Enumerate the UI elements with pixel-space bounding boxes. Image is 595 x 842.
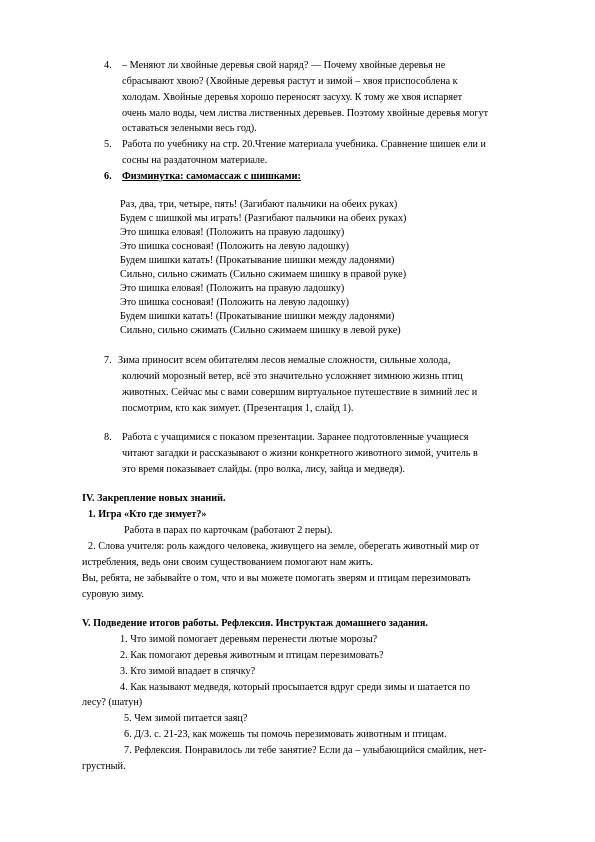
item-5-line: сосны на раздаточном материале. xyxy=(122,155,268,166)
poem-line: Сильно, сильно сжимать (Сильно сжимаем шишку в левой руке) xyxy=(120,325,401,336)
poem-line: Будем с шишкой мы играть! (Разгибают пальчики на обеих руках) xyxy=(120,213,407,224)
reflection-line: 7. Рефлексия. Понравилось ли тебе занятие? Если да – улыбающийся смайлик, нет- xyxy=(124,745,487,756)
item-5-line: Работа по учебнику на стр. 20.Чтение материала учебника. Сравнение шишек ели и xyxy=(122,139,486,150)
item-7-line: Зима приносит всем обитателям лесов немалые сложности, сильные холода, xyxy=(118,355,451,366)
question-2: 2. Как помогают деревья животным и птицам перезимовать? xyxy=(120,650,384,661)
poem-line: Будем шишки катать! (Прокатывание шишки между ладонями) xyxy=(120,255,395,266)
item-8-line: это время показывает слайды. (про волка, лису, зайца и медведя). xyxy=(122,464,405,475)
pairs-work: Работа в парах по карточкам (работают 2 перы). xyxy=(124,525,333,536)
question-5: 5. Чем зимой питается заяц? xyxy=(124,713,248,724)
item-5-number: 5. xyxy=(104,139,112,150)
homework: 6. Д/З. с. 21-23, как можешь ты помочь перезимовать животным и птицам. xyxy=(124,729,447,740)
teacher-words-line: истребления, ведь они своим существованием помогают нам жить. xyxy=(82,557,373,568)
item-4-line: – Меняют ли хвойные деревья свой наряд? — Почему хвойные деревья не xyxy=(122,60,446,71)
item-4-line: оставаться зелеными весь год). xyxy=(122,123,257,134)
section-4-heading: IV. Закрепление новых знаний. xyxy=(82,493,226,504)
question-4-line: лесу? (шатун) xyxy=(82,697,143,708)
question-1: 1. Что зимой помогает деревьям перенести лютые морозы? xyxy=(120,634,378,645)
item-7-line: колючий морозный ветер, всё это значительно усложняет зимнюю жизнь птиц xyxy=(122,371,463,382)
question-4-line: 4. Как называют медведя, который просыпается вдруг среди зимы и шатается по xyxy=(120,682,470,693)
item-4-line: холодам. Хвойные деревья хорошо переносят засуху. К тому же хвоя испаряет xyxy=(122,92,463,103)
item-4-line: очень мало воды, чем листва лиственных деревьев. Поэтому хвойные деревья могут xyxy=(122,108,489,119)
item-4-number: 4. xyxy=(104,60,112,71)
item-4-line: сбрасывают хвою? (Хвойные деревья растут и зимой – хвоя приспособлена к xyxy=(122,76,458,87)
item-8-line: Работа с учащимися с показом презентации. Заранее подготовленные учащиеся xyxy=(122,432,469,443)
question-3: 3. Кто зимой впадает в спячку? xyxy=(120,666,256,677)
poem-line: Это шишка сосновая! (Положить на левую ладошку) xyxy=(120,297,350,308)
item-8-number: 8. xyxy=(104,432,112,443)
fizminutka-title: Физминутка: самомассаж с шишками: xyxy=(122,171,301,182)
poem-line: Это шишка сосновая! (Положить на левую ладошку) xyxy=(120,241,350,252)
section-5-heading: V. Подведение итогов работы. Рефлексия. Инструктаж домашнего задания. xyxy=(82,618,428,629)
poem-line: Будем шишки катать! (Прокатывание шишки между ладонями) xyxy=(120,311,395,322)
item-6-number: 6. xyxy=(104,171,112,182)
item-7-line: посмотрим, кто как зимует. (Презентация 1, слайд 1). xyxy=(122,403,354,414)
kids-note-line: Вы, ребята, не забывайте о том, что и вы можете помогать зверям и птицам перезимовать xyxy=(82,573,471,584)
poem-line: Это шишка еловая! (Положить на правую ладошку) xyxy=(120,227,345,238)
poem-line: Сильно, сильно сжимать (Сильно сжимаем шишку в правой руке) xyxy=(120,269,407,280)
kids-note-line: суровую зиму. xyxy=(82,589,144,600)
teacher-words-line: 2. Слова учителя: роль каждого человека, живущего на земле, оберегать животный мир от xyxy=(88,541,480,552)
game-title: 1. Игра «Кто где зимует?» xyxy=(88,509,207,520)
poem-line: Это шишка еловая! (Положить на правую ладошку) xyxy=(120,283,345,294)
item-7-number: 7. xyxy=(104,355,112,366)
reflection-line: грустный. xyxy=(82,761,126,772)
item-7-line: животных. Сейчас мы с вами совершим виртуальное путешествие в зимний лес и xyxy=(122,387,478,398)
poem-line: Раз, два, три, четыре, пять! (Загибают пальчики на обеих руках) xyxy=(120,199,398,210)
item-8-line: читают загадки и рассказывают о жизни конкретного животного зимой, учитель в xyxy=(122,448,478,459)
